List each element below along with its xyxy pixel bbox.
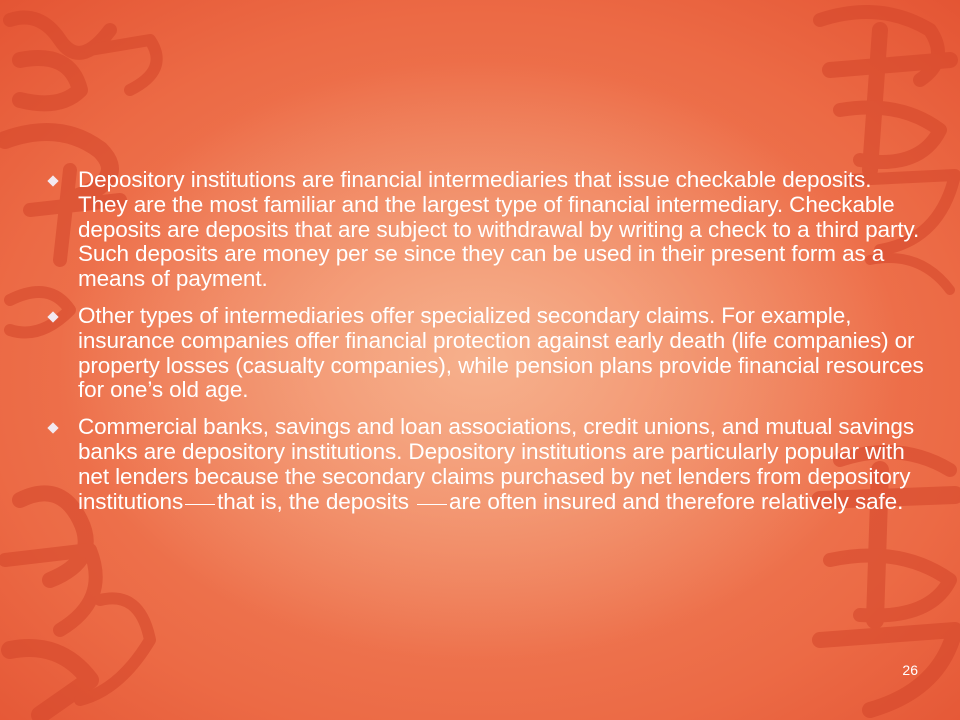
bullet-text-part2: that is, the deposits <box>217 488 416 514</box>
bullet-text: Other types of intermediaries offer specialized secondary claims. For example, insurance companies offer financial protection against early death (life companies) or property losses (casualty companies), while pension plans provide financial resources for one’s old age. <box>78 302 924 403</box>
em-dash-icon <box>417 504 447 505</box>
bullet-text-part1: Commercial banks, savings and loan associations, credit unions, and mutual savings banks are depository institutions. Depository institutions are particularly popular with net lenders because the secondary claims purchased by net lenders from depository institutions <box>78 414 914 514</box>
diamond-bullet-icon <box>47 423 58 434</box>
slide-number: 26 <box>902 662 918 678</box>
bullet-text: Depository institutions are financial intermediaries that issue checkable deposits. They are the most familiar and the largest type of financial intermediary. Checkable deposits are deposits that are subject to withdrawal by writing a check to a third party. Such deposits are money per se since they can be used in their present form as a means of payment. <box>78 167 920 292</box>
bullet-list <box>46 168 926 526</box>
diamond-bullet-icon <box>47 311 58 322</box>
bullet-item <box>46 168 926 292</box>
diamond-bullet-icon <box>47 175 58 186</box>
bullet-item <box>46 415 926 514</box>
em-dash-icon <box>185 504 215 505</box>
bullet-text-part3: are often insured and therefore relatively safe. <box>449 488 904 514</box>
bullet-text <box>78 415 926 514</box>
bullet-item <box>46 304 926 403</box>
